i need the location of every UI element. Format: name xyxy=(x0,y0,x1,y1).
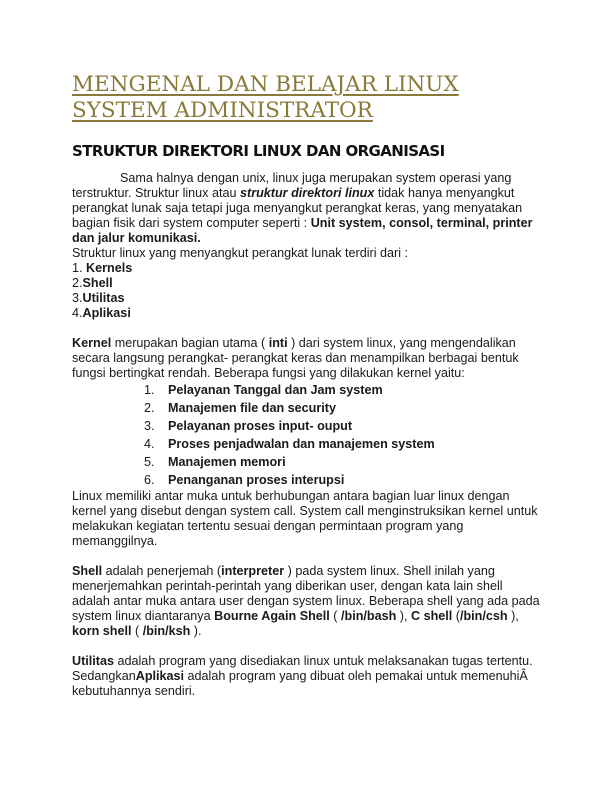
list-item-number: 3. xyxy=(144,419,155,433)
list-item xyxy=(72,276,542,291)
aplikasi-term: Aplikasi xyxy=(135,669,185,683)
list-item xyxy=(144,471,542,489)
list-item xyxy=(144,417,542,435)
list-item-number: 1. xyxy=(72,261,87,275)
list-item-number: 2. xyxy=(144,401,155,415)
shell-emphasis: interpreter xyxy=(221,564,285,578)
punct: ), xyxy=(396,609,411,623)
utilitas-text-1: adalah program yang disediakan linux untuk melaksanakan tugas tertentu. Sedangkan xyxy=(72,654,533,683)
kernel-text-2: ) dari system linux, yang mengendalikan secara langsung perangkat- perangkat keras dan menampilkan berbagai bentuk fungsi bertingkat rendah. Beberapa fungsi yang dilakukan kernel yaitu: xyxy=(72,336,519,380)
ksh-name: korn shell xyxy=(72,624,132,638)
list-item-number: 3. xyxy=(72,291,83,305)
utilitas-term: Utilitas xyxy=(72,654,114,668)
punct: ( xyxy=(452,609,460,623)
bash-name: Bourne Again Shell xyxy=(214,609,330,623)
list-item xyxy=(144,453,542,471)
kernel-term: Kernel xyxy=(72,336,112,350)
list-item xyxy=(72,261,542,276)
list-item-label: Manajemen memori xyxy=(168,455,286,469)
syscall-paragraph: Linux memiliki antar muka untuk berhubungan antara bagian luar linux dengan kernel yang disebut dengan system call. System call menginstruksikan kernel untuk melakukan kegiatan tertentu sesuai dengan permintaan program yang memanggilnya. xyxy=(72,489,538,548)
list-item-number: 4. xyxy=(144,437,155,451)
utilitas-paragraph xyxy=(72,654,542,699)
punct: ( xyxy=(131,624,143,638)
list-item xyxy=(72,306,542,321)
list-item xyxy=(144,435,542,453)
section-heading: STRUKTUR DIREKTORI LINUX DAN ORGANISASI xyxy=(72,142,445,160)
list-item-number: 1. xyxy=(144,383,155,397)
kernel-paragraph xyxy=(72,336,542,381)
intro-text-2: tidak hanya menyangkut perangkat lunak saja tetapi juga menyangkut perangkat keras, yang menyatakan bagian fisik dari system computer seperti : xyxy=(72,186,523,230)
list-item-label: Manajemen file dan security xyxy=(168,401,336,415)
shell-text-1: adalah penerjemah ( xyxy=(102,564,222,578)
document-body xyxy=(72,171,542,699)
paragraph-gap xyxy=(72,321,542,336)
list-item-number: 4. xyxy=(72,306,83,320)
structure-intro: Struktur linux yang menyangkut perangkat lunak terdiri dari : xyxy=(72,246,409,260)
csh-name: C shell xyxy=(410,609,453,623)
shell-paragraph xyxy=(72,564,542,639)
list-item-label: Kernels xyxy=(86,261,133,275)
intro-hardware-list: Unit system, consol, terminal, printer dan jalur komunikasi. xyxy=(72,216,533,245)
utilitas-text-2: adalah program yang dibuat oleh pemakai untuk memenuhiÂ kebutuhannya sendiri. xyxy=(72,669,528,698)
punct: ( xyxy=(329,609,341,623)
shell-term: Shell xyxy=(72,564,103,578)
list-item-label: Aplikasi xyxy=(82,306,131,320)
ksh-path: /bin/ksh xyxy=(142,624,191,638)
list-item-label: Shell xyxy=(82,276,113,290)
punct: ), xyxy=(507,609,519,623)
list-item-label: Pelayanan Tanggal dan Jam system xyxy=(168,383,383,397)
list-item-label: Utilitas xyxy=(82,291,125,305)
components-list xyxy=(72,261,542,321)
punct: ). xyxy=(190,624,202,638)
bash-path: /bin/bash xyxy=(341,609,397,623)
kernel-functions-list xyxy=(72,381,542,489)
paragraph-gap xyxy=(72,549,542,564)
kernel-text-1: merupakan bagian utama ( xyxy=(111,336,269,350)
list-item-number: 6. xyxy=(144,473,155,487)
list-item xyxy=(72,291,542,306)
kernel-emphasis: inti xyxy=(268,336,288,350)
intro-paragraph xyxy=(72,171,542,246)
list-item-label: Pelayanan proses input- ouput xyxy=(168,419,353,433)
list-item-label: Penanganan proses interupsi xyxy=(168,473,345,487)
list-item-number: 2. xyxy=(72,276,83,290)
paragraph-gap xyxy=(72,639,542,654)
list-item-label: Proses penjadwalan dan manajemen system xyxy=(168,437,435,451)
list-item xyxy=(144,399,542,417)
intro-emphasis: struktur direktori linux xyxy=(240,186,375,200)
intro-text-1: Sama halnya dengan unix, linux juga merupakan system operasi yang terstruktur. Struktur linux atau xyxy=(72,171,512,200)
list-item xyxy=(144,381,542,399)
shell-text-2: ) pada system linux. Shell inilah yang menerjemahkan perintah-perintah yang diberikan user, dengan kata lain shell adalah antar muka antara user dengan system linux. Beberapa shell yang ada pada system linux diantaranya xyxy=(72,564,540,623)
page-title: MENGENAL DAN BELAJAR LINUX SYSTEM ADMINISTRATOR xyxy=(72,72,459,123)
csh-path: /bin/csh xyxy=(459,609,508,623)
list-item-number: 5. xyxy=(144,455,155,469)
